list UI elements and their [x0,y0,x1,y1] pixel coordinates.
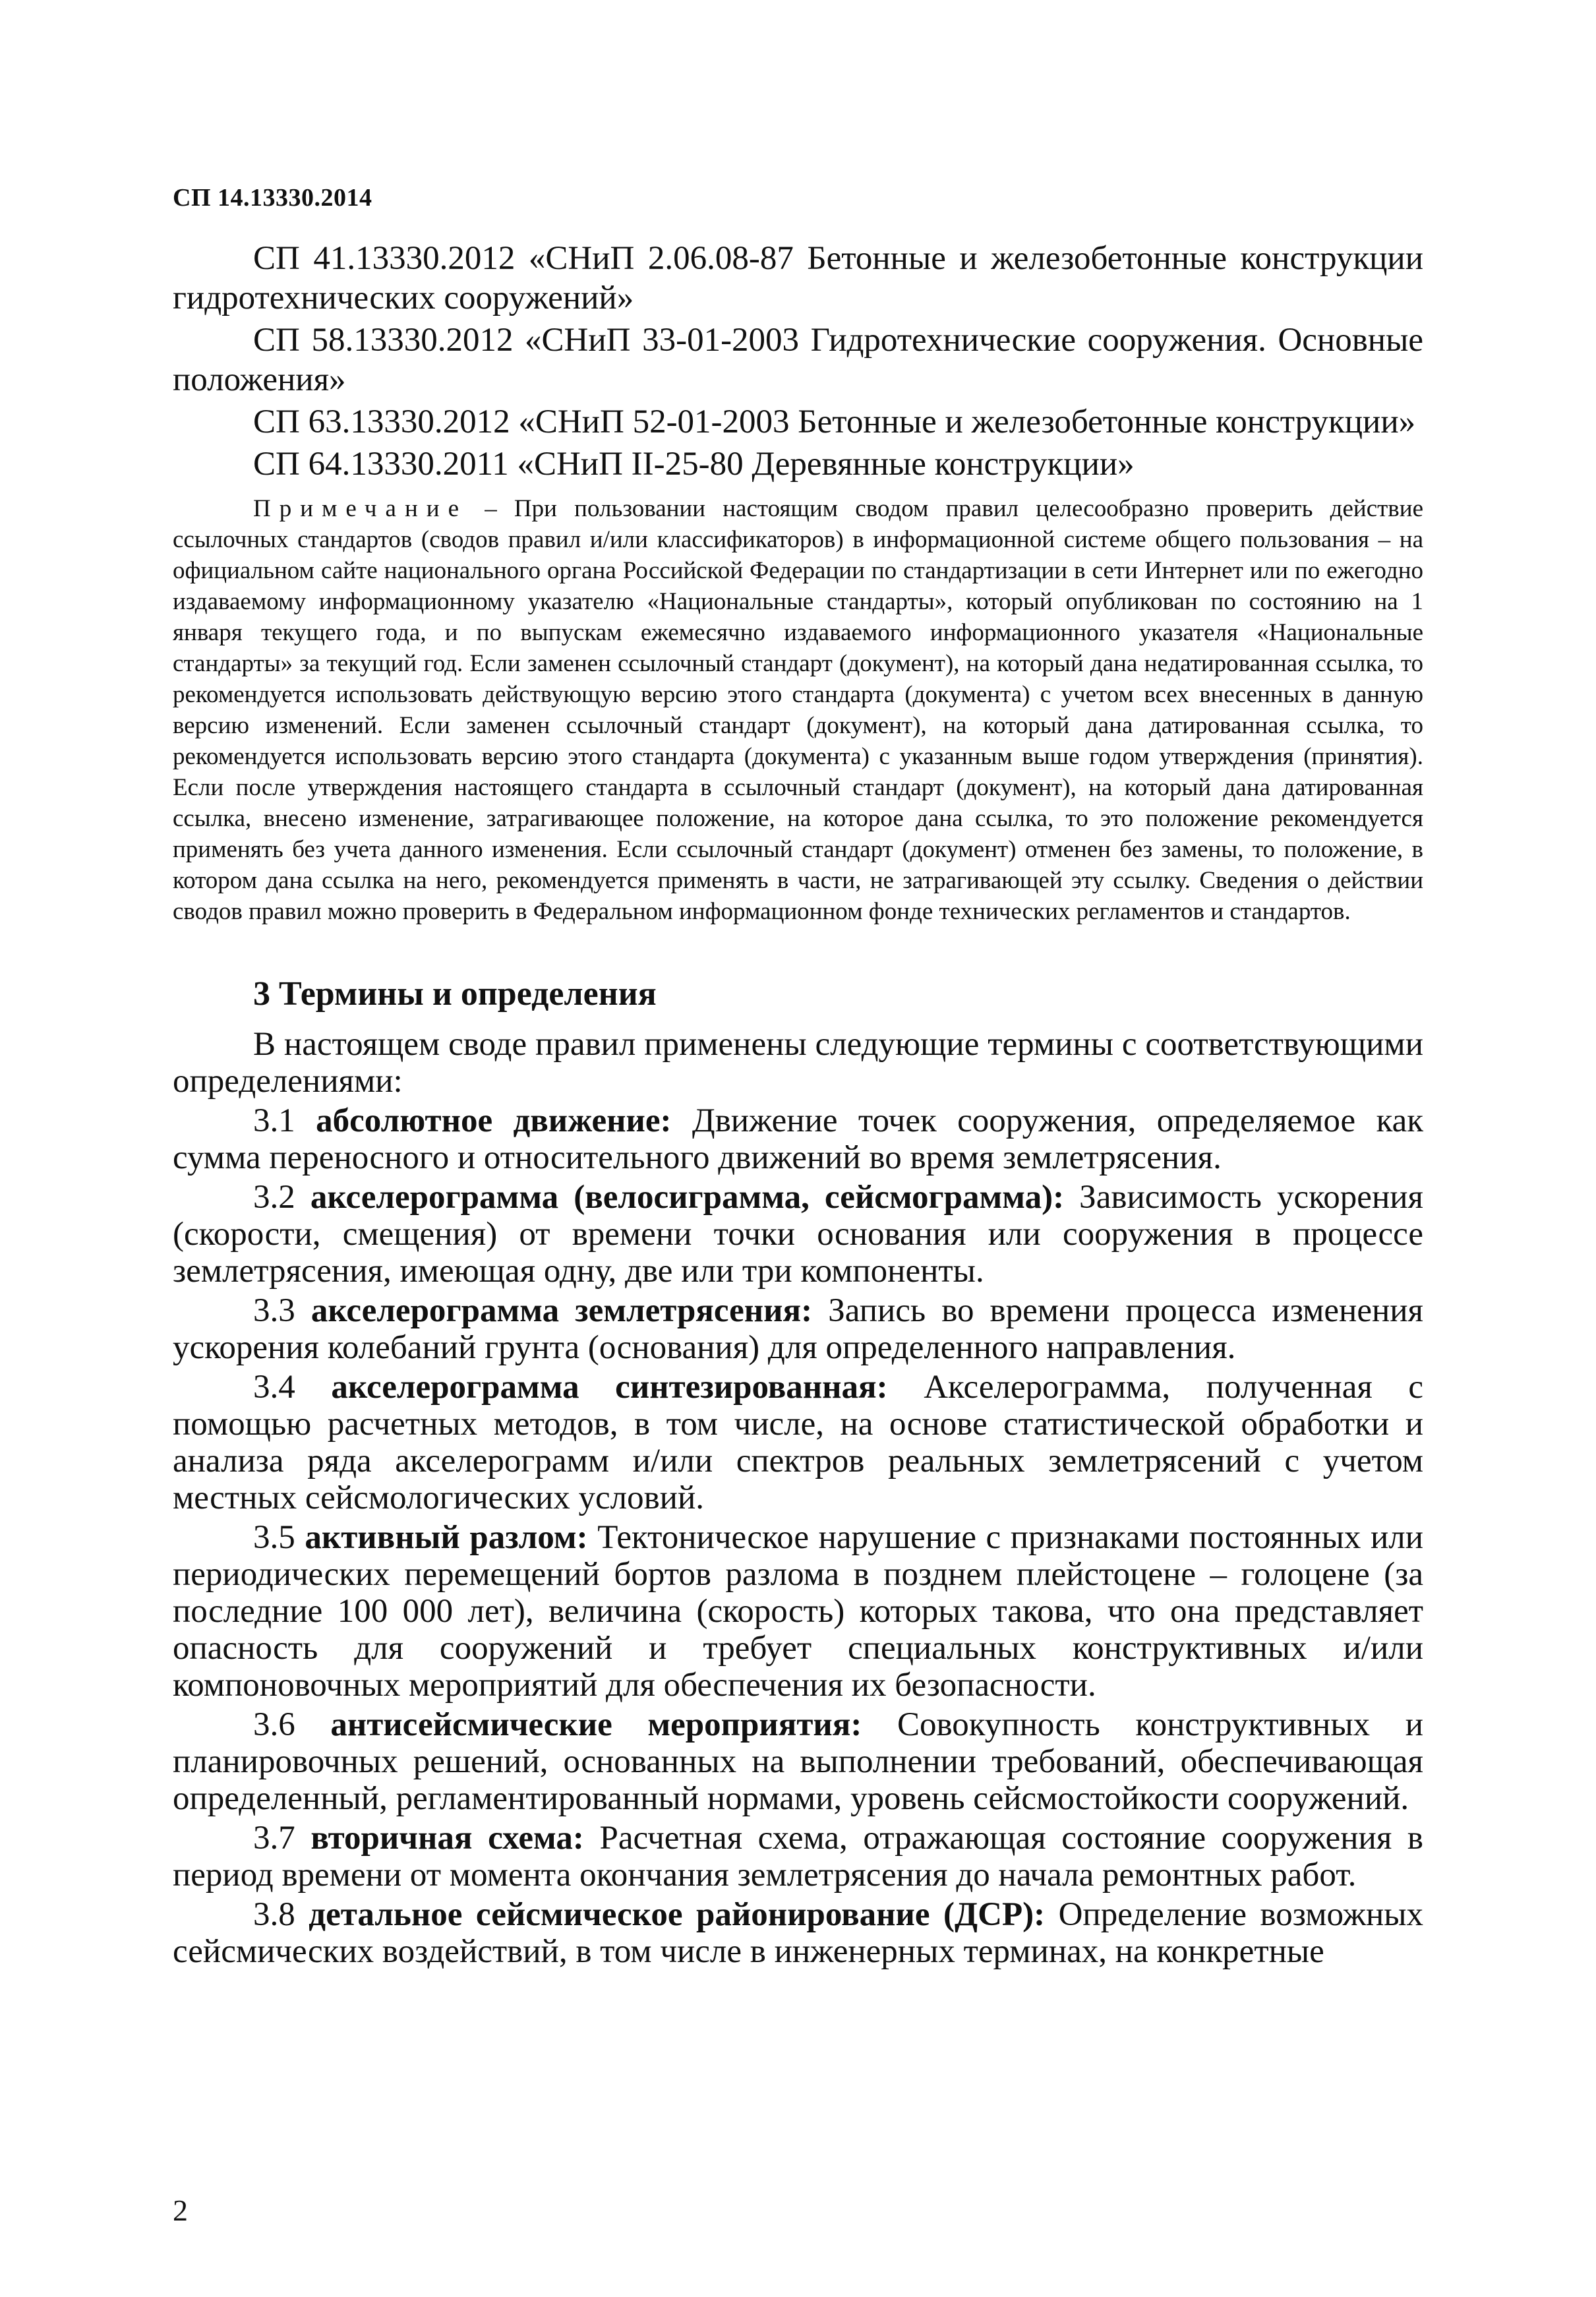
term-definition [173,1179,1423,1290]
term-number: 3.3 [253,1292,311,1329]
reference-item: СП 58.13330.2012 «СНиП 33-01-2003 Гидротехнические сооружения. Основные положения» [173,322,1423,398]
term-number: 3.5 [253,1519,305,1556]
document-code: СП 14.13330.2014 [173,184,372,212]
term-definition [173,1519,1423,1704]
term-number: 3.2 [253,1179,310,1216]
term-name: вторичная схема: [310,1820,584,1857]
term-name: абсолютное движение: [316,1102,672,1139]
term-name: антисейсмические мероприятия: [330,1706,862,1743]
term-name: акселерограмма (велосиграмма, сейсмограмма): [310,1179,1065,1216]
page-number: 2 [173,2193,188,2227]
reference-item: СП 63.13330.2012 «СНиП 52-01-2003 Бетонные и железобетонные конструкции» [253,403,1416,440]
term-number: 3.7 [253,1820,311,1857]
term-number: 3.4 [253,1369,332,1406]
note-text: – При пользовании настоящим сводом правил целесообразно проверить действие ссылочных стандартов (сводов правил и/или классификаторов) в информационной системе общего пользования – на официальном сайте национального органа Российской Федерации по стандартизации в сети Интернет или по ежегодно издаваемому информационному указателю «Национальные стандарты», который опубликован по состоянию на 1 января текущего года, и по выпускам ежемесячно издаваемого информационного указателя «Национальные стандарты» за текущий год. Если заменен ссылочный стандарт (документ), на который дана недатированная ссылка, то рекомендуется использовать действующую версию этого стандарта (документа) с учетом всех внесенных в данную версию изменений. Если заменен ссылочный стандарт (документ), на который дана датированная ссылка, то рекомендуется использовать версию этого стандарта (документа) с указанным выше годом утверждения (принятия). Если после утверждения настоящего стандарта в ссылочный стандарт (документ), на который дана датированная ссылка, внесено изменение, затрагивающее положение, на которое дана ссылка, то это положение рекомендуется применять без учета данного изменения. Если ссылочный стандарт (документ) отменен без замены, то положение, в котором дана ссылка на него, рекомендуется применять в части, не затрагивающей эту ссылку. Сведения о действии сводов правил можно проверить в Федеральном информационном фонде технических регламентов и стандартов. [173,495,1423,925]
term-number: 3.1 [253,1102,316,1139]
term-name: акселерограмма синтезированная: [331,1369,888,1406]
term-text: Акселерограмма, полученная с помощью расчетных методов, в том числе, на основе статистической обработки и анализа ряда акселерограмм и/или спектров реальных землетрясений с учетом местных сейсмологических условий. [173,1369,1423,1516]
term-definition [173,1706,1423,1817]
term-text: Определение возможных сейсмических воздействий, в том числе в инженерных терминах, на конкретные [173,1896,1424,1970]
term-definition [173,1102,1423,1176]
reference-item: СП 41.13330.2012 «СНиП 2.06.08-87 Бетонные и железобетонные конструкции гидротехнических сооружений» [173,240,1423,316]
term-definition [173,1369,1423,1516]
term-text: Движение точек сооружения, определяемое как сумма переносного и относительного движений во время землетрясения. [173,1102,1423,1176]
term-name: акселерограмма землетрясения: [310,1292,813,1329]
note-label: Примечание [253,495,467,522]
term-text: Зависимость ускорения (скорости, смещения) от времени точки основания или сооружения в процессе землетрясения, имеющая одну, две или три компоненты. [173,1179,1423,1290]
section-heading: 3 Термины и определения [253,975,657,1013]
document-body [173,239,1423,1973]
reference-item: СП 64.13330.2011 «СНиП II-25-80 Деревянные конструкции» [253,446,1135,483]
term-definition [173,1820,1423,1894]
term-definition [173,1896,1423,1970]
term-text: Совокупность конструктивных и планировочных решений, основанных на выполнении требований, обеспечивающая определенный, регламентированный нормами, уровень сейсмостойкости сооружений. [173,1706,1424,1817]
term-number: 3.6 [253,1706,331,1743]
term-text: Тектоническое нарушение с признаками постоянных или периодических перемещений бортов разлома в позднем плейстоцене – голоцене (за последние 100 000 лет), величина (скорость) которых такова, что она представляет опасность для сооружений и требует специальных конструктивных и/или компоновочных мероприятий для обеспечения их безопасности. [173,1519,1423,1704]
term-text: Расчетная схема, отражающая состояние сооружения в период времени от момента окончания землетрясения до начала ремонтных работ. [173,1820,1423,1894]
section-intro: В настоящем своде правил применены следующие термины с соответствующими определениями: [173,1026,1423,1100]
term-definition [173,1292,1423,1366]
term-text: Запись во времени процесса изменения ускорения колебаний грунта (основания) для определенного направления. [173,1292,1424,1366]
reference-note [173,493,1423,927]
term-number: 3.8 [253,1896,309,1933]
term-name: активный разлом: [305,1519,588,1556]
term-name: детальное сейсмическое районирование (ДСР): [309,1896,1046,1933]
